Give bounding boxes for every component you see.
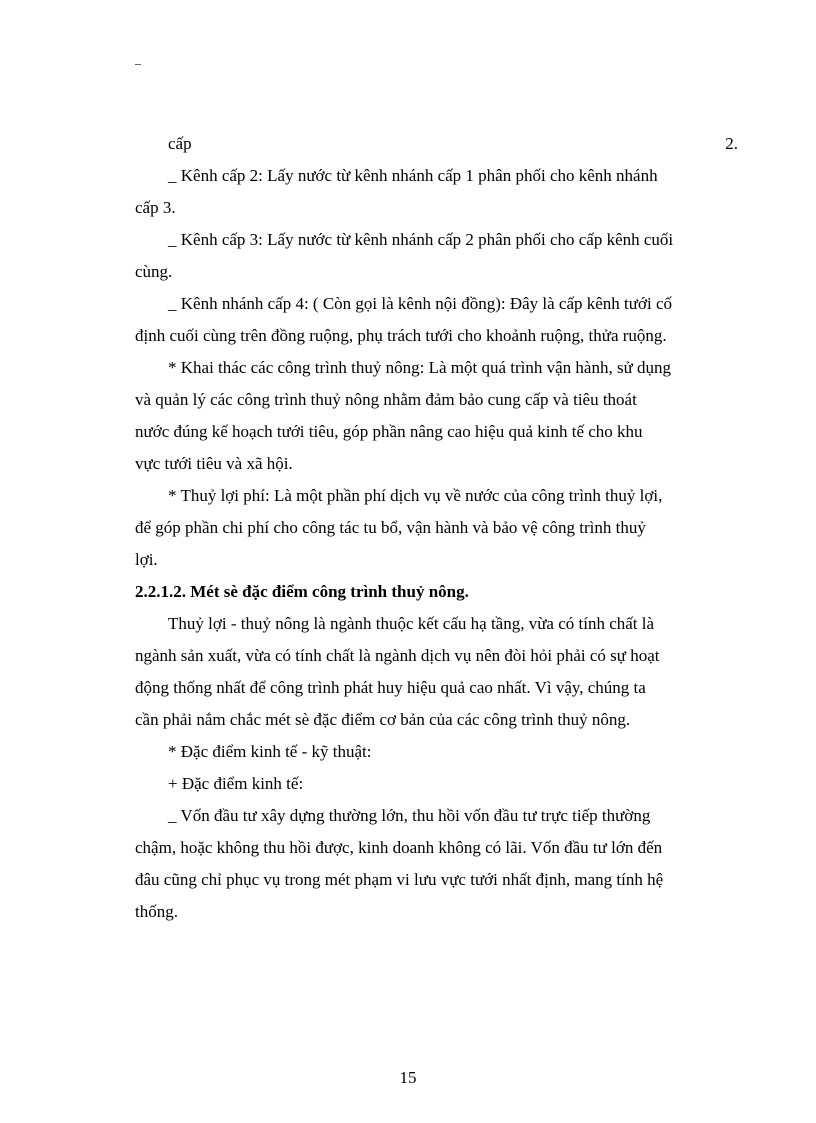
text-line: chậm, hoặc không thu hồi được, kinh doanh không có lãi. Vốn đầu tư lớn đến [135, 838, 663, 857]
text-line: nước đúng kế hoạch tưới tiêu, góp phần nâng cao hiệu quả kinh tế cho khu [135, 422, 643, 441]
text-line: định cuối cùng trên đồng ruộng, phụ trách tưới cho khoảnh ruộng, thửa ruộng. [135, 326, 667, 345]
text-line: lợi. [135, 550, 158, 569]
text-line: Thuỷ lợi - thuỷ nông là ngành thuộc kết cấu hạ tầng, vừa có tính chất là [168, 614, 655, 633]
body-text [135, 128, 738, 928]
section-heading: 2.2.1.2. Mét sè đặc điểm công trình thuỷ nông. [135, 582, 469, 601]
text-line: cấp 3. [135, 198, 176, 217]
text-line: _ Kênh cấp 2: Lấy nước từ kênh nhánh cấp 1 phân phối cho kênh nhánh [168, 166, 658, 185]
top-mark: _ [135, 52, 141, 66]
text-line: _ Kênh nhánh cấp 4: ( Còn gọi là kênh nội đồng): Đây là cấp kênh tưới cố [168, 294, 672, 313]
text-line: _ Vốn đầu tư xây dựng thường lớn, thu hồi vốn đầu tư trực tiếp thường [168, 806, 651, 825]
text-line: vực tưới tiêu và xã hội. [135, 454, 293, 473]
text-line: * Thuỷ lợi phí: Là một phần phí dịch vụ về nước của công trình thuỷ lợi, [168, 486, 663, 505]
text-line: để góp phần chi phí cho công tác tu bổ, vận hành và bảo vệ công trình thuỷ [135, 518, 646, 537]
page-number: 15 [399, 1068, 417, 1087]
text-fragment: cấp [168, 134, 192, 153]
text-line: và quản lý các công trình thuỷ nông nhằm đảm bảo cung cấp và tiêu thoát [135, 390, 637, 409]
text-line [135, 128, 738, 160]
text-line: động thống nhất để công trình phát huy hiệu quả cao nhất. Vì vậy, chúng ta [135, 678, 646, 697]
text-line: đâu cũng chỉ phục vụ trong mét phạm vi lưu vực tưới nhất định, mang tính hệ [135, 870, 664, 889]
text-line: cùng. [135, 262, 173, 281]
text-line: + Đặc điểm kinh tế: [168, 774, 304, 793]
text-line: * Đặc điểm kinh tế - kỹ thuật: [168, 742, 372, 761]
text-fragment: 2. [725, 134, 738, 153]
text-line: thống. [135, 902, 178, 921]
text-line: ngành sản xuất, vừa có tính chất là ngành dịch vụ nên đòi hỏi phải có sự hoạt [135, 646, 660, 665]
text-line: cần phải nắm chắc mét sè đặc điểm cơ bản của các công trình thuỷ nông. [135, 710, 631, 729]
text-line: _ Kênh cấp 3: Lấy nước từ kênh nhánh cấp 2 phân phối cho cấp kênh cuối [168, 230, 674, 249]
text-line: * Khai thác các công trình thuỷ nông: Là một quá trình vận hành, sử dụng [168, 358, 672, 377]
